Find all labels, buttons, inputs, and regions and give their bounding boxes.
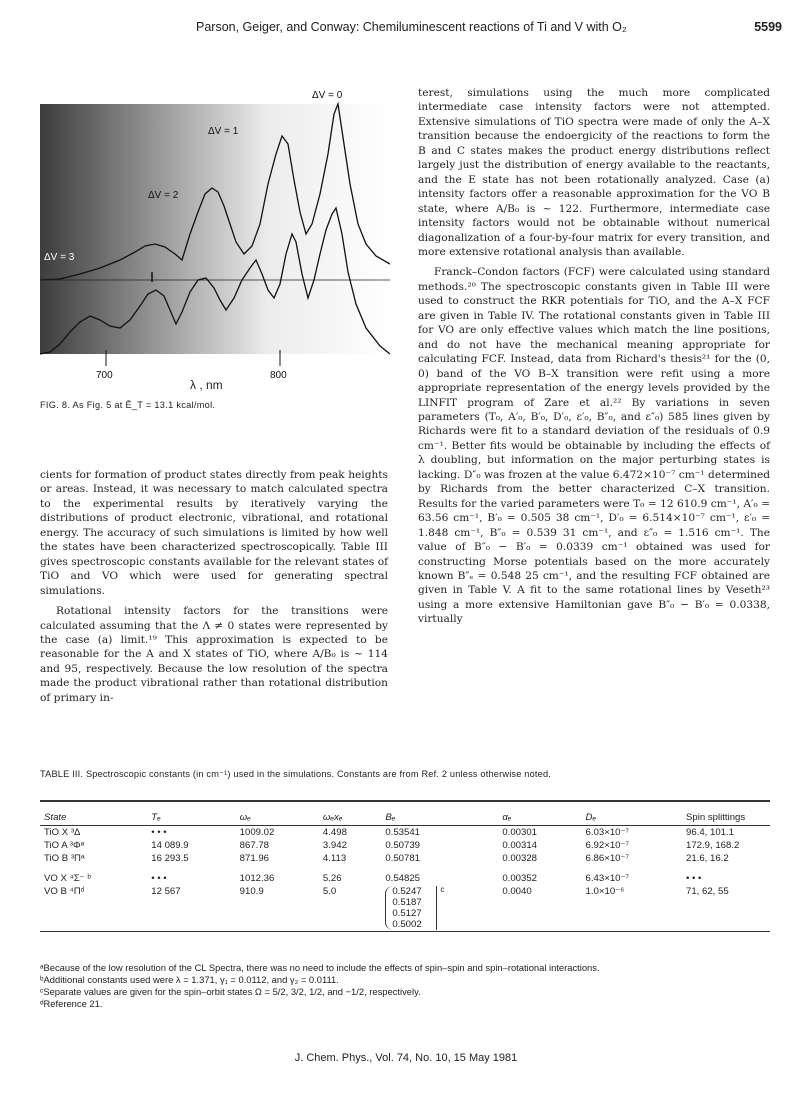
table-note: ᵃBecause of the low resolution of the CL Spectra, there was no need to include the effects of spin–spin and spin–rotational interactions. xyxy=(40,962,600,973)
tick-label-800: 800 xyxy=(270,370,287,381)
col-header: State xyxy=(44,812,67,823)
paragraph: terest, simulations using the much more complicated intermediate case intensity factors were not attempted. Extensive simulations of TiO spectra were made of only the A–X transition because the endoergicity of the reactions to form the B and C states makes the product energy distributions reflect largely just the distribution of energy available to the reactants, and the E state has not been rotationally analyzed. Case (a) intensity factors offer a reasonable approximation for the VO B state, where A/B₀ is ~ 122. Furthermore, intermediate case intensity factors would not be obtainable without numerical diagonalization of a four-by-four matrix for every transition, and more extensive rotational analysis than available. xyxy=(418,87,770,258)
figure-caption: FIG. 8. As Fig. 5 at Ē_T = 13.1 kcal/mol. xyxy=(40,400,216,410)
table-notes xyxy=(40,962,770,1010)
axis-label: λ , nm xyxy=(190,378,223,392)
running-title: Parson, Geiger, and Conway: Chemiluminescent reactions of Ti and V with O₂ xyxy=(196,20,627,34)
col-header: αₑ xyxy=(502,812,512,823)
table-note: ᵈReference 21. xyxy=(40,998,103,1009)
col-header: Bₑ xyxy=(385,812,396,823)
paragraph: cients for formation of product states directly from peak heights or areas. Instead, it was necessary to match calculated spectra to the experimental results by iteratively varying the distributions of product electronic, vibrational, and rotational energy. The accuracy of such simulations is limited by how well the states have been characterized spectroscopically. Table III gives spectroscopic constants available for the relevant states of TiO and VO which were used for generating spectral simulations. xyxy=(40,469,388,597)
table-iii xyxy=(40,800,770,932)
table-row: VO B ⁴Πᵈ 12 567 910.9 5.0 0.5247 c 0.5187 0.5127 0.5002 0.0040 1.0×10⁻⁶ 71, 62, 55 xyxy=(40,885,770,932)
table-caption: TABLE III. Spectroscopic constants (in cm⁻¹) used in the simulations. Constants are from Ref. 2 unless otherwise noted. xyxy=(40,769,552,779)
label-dv0: ΔV = 0 xyxy=(312,90,343,101)
col-header: ωₑxₑ xyxy=(322,812,343,823)
col-header: ωₑ xyxy=(239,812,251,823)
table-row: TiO X ³Δ • • • 1009.02 4.498 0.53541 0.00301 6.03×10⁻⁷ 96.4, 101.1 xyxy=(44,827,735,838)
journal-footer: J. Chem. Phys., Vol. 74, No. 10, 15 May 1981 xyxy=(294,1052,518,1064)
spectrum-plot xyxy=(40,84,390,384)
table-note: ᶜSeparate values are given for the spin–orbit states Ω = 5/2, 3/2, 1/2, and −1/2, respectively. xyxy=(40,986,421,997)
page-number: 5599 xyxy=(754,20,782,34)
table-note: ᵇAdditional constants used were λ = 1.371, γ₁ = 0.0112, and γ₂ = 0.0111. xyxy=(40,974,339,985)
label-dv2: ΔV = 2 xyxy=(148,190,179,201)
be-list: 0.5247 c 0.5187 0.5127 0.5002 xyxy=(381,885,498,932)
col-header: Dₑ xyxy=(585,812,597,823)
col-header: Tₑ xyxy=(151,812,161,823)
label-dv3: ΔV = 3 xyxy=(44,252,75,263)
left-column xyxy=(40,468,388,711)
col-header: Spin splittings xyxy=(686,812,746,823)
figure-8 xyxy=(40,84,390,392)
table-row: TiO B ³Πᵃ 16 293.5 871.96 4.113 0.50781 0.00328 6.86×10⁻⁷ 21.6, 16.2 xyxy=(44,853,729,864)
tick-label-700: 700 xyxy=(96,370,113,381)
table-row: VO X ⁴Σ⁻ ᵇ • • • 1012.36 5.26 0.54825 0.00352 6.43×10⁻⁷ • • • xyxy=(44,873,702,884)
paragraph: Franck–Condon factors (FCF) were calculated using standard methods.²⁰ The spectroscopic constants given in Table III were used to construct the RKR potentials for TiO, and the A–X FCF are given in Table IV. The rotational constants given in Table III for VO are only effective values which match the line positions, and do not have the mechanical meaning appropriate for calculating FCF. Instead, data from Richard's thesis²¹ for the (0, 0) band of the VO B–X transition were refit using a more appropriate representation of the energy levels provided by the LINFIT program of Zare et al.²² By variations in seven parameters (T₀, A′₀, B′₀, D′₀, ε′₀, B″₀, and ε″₀) 585 lines given by Richards were fit to a standard deviation of the residuals of 0.9 cm⁻¹. Better fits would be obtainable by including the effects of λ doubling, but information on the major perturbing states is lacking. D″₀ was frozen at the value 6.472×10⁻⁷ cm⁻¹ determined by Richards from the better characterized C–X transition. Results for the varied parameters were T₀ = 12 610.9 cm⁻¹, A′₀ = 63.56 cm⁻¹, B′₀ = 0.505 38 cm⁻¹, D′₀ = 6.514×10⁻⁷ cm⁻¹, ε′₀ = 1.848 cm⁻¹, B″₀ = 0.539 31 cm⁻¹, and ε″₀ = 1.516 cm⁻¹. The value of B″₀ − B′₀ = 0.0339 cm⁻¹ obtained was used for constructing Morse potentials based on the more accurately known B″ₑ = 0.548 25 cm⁻¹, and the resulting FCF obtained are given in Table V. A fit to the same rotational lines by Veseth²³ using a more extensive Hamiltonian gave B″₀ − B′₀ = 0.0338, virtually xyxy=(418,266,770,626)
label-dv1: ΔV = 1 xyxy=(208,126,239,137)
right-column xyxy=(418,86,770,633)
table-row: TiO A ³Φᵃ 14 089.9 867.78 3.942 0.50739 0.00314 6.92×10⁻⁷ 172.9, 168.2 xyxy=(44,840,740,851)
paragraph: Rotational intensity factors for the transitions were calculated assuming that the Λ ≠ 0 states were represented by the case (a) limit.¹⁹ This approximation is expected to be reasonable for the A and X states of TiO, where A/B₀ is ~ 114 and 95, respectively. Because the low resolution of the spectra made the product vibrational rather than rotational distribution of primary in- xyxy=(40,605,388,704)
